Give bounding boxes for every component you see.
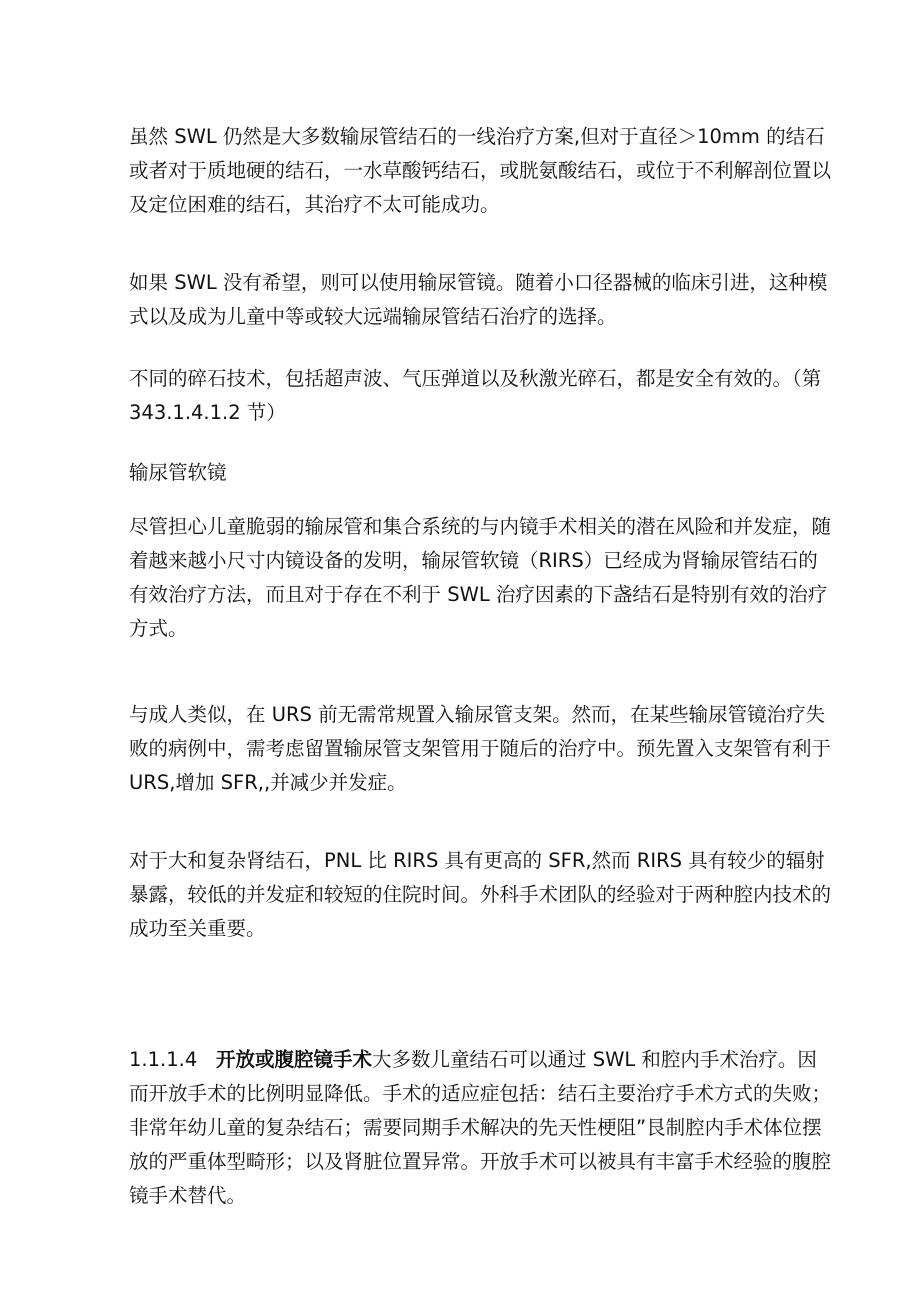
- text-line: 343.1.4.1.2 节）: [129, 401, 286, 424]
- text-line: 及定位困难的结石，其治疗不太可能成功。: [129, 193, 500, 216]
- text-line: 对于大和复杂肾结石，PNL 比 RIRS 具有更高的 SFR,然而 RIRS 具有较少的辐射: [129, 849, 825, 872]
- section-number: 1.1.1.4: [129, 1048, 198, 1071]
- text-line: URS,增加 SFR,,并减少并发症。: [129, 771, 407, 794]
- text-line: 方式。: [129, 617, 188, 640]
- paragraph-swl-first-line: [129, 120, 832, 222]
- text-line: 如果 SWL 没有希望，则可以使用输尿管镜。随着小口径器械的临床引进，这种模: [129, 271, 828, 294]
- section-title: 开放或腹腔镜手术: [216, 1048, 373, 1071]
- text-line: 输尿管软镜: [129, 461, 227, 484]
- paragraph-lithotripsy: [129, 362, 822, 430]
- text-line: 成功至关重要。: [129, 917, 266, 940]
- paragraph-pnl-vs-rirs: [129, 844, 832, 946]
- text-line: 败的病例中，需考虑留置输尿管支架管用于随后的治疗中。预先置入支架管有利于: [129, 737, 832, 760]
- text-line: 不同的碎石技术，包括超声波、气压弹道以及秋激光碎石，都是安全有效的。（第: [129, 367, 822, 390]
- section-open-laparoscopic-surgery: [129, 1043, 832, 1213]
- text-line: 而开放手术的比例明显降低。手术的适应症包括：结石主要治疗手术方式的失败；: [129, 1082, 832, 1105]
- text-line: 与成人类似，在 URS 前无需常规置入输尿管支架。然而，在某些输尿管镜治疗失: [129, 703, 826, 726]
- subheading-flexible-ureteroscope: [129, 456, 801, 490]
- text-line: 镜手术替代。: [129, 1184, 247, 1207]
- text-line: 虽然 SWL 仍然是大多数输尿管结石的一线治疗方案,但对于直径＞10mm 的结石: [129, 125, 825, 148]
- text-line: 暴露，较低的并发症和较短的住院时间。外科手术团队的经验对于两种腔内技术的: [129, 883, 832, 906]
- section-first-line: [129, 1043, 817, 1077]
- text-line: 尽管担心儿童脆弱的输尿管和集合系统的与内镜手术相关的潜在风险和并发症，随: [129, 515, 832, 538]
- text-line: 或者对于质地硬的结石，一水草酸钙结石，或胱氨酸结石，或位于不利解剖位置以: [129, 159, 832, 182]
- paragraph-rirs: [129, 510, 832, 646]
- text-line: 非常年幼儿童的复杂结石；需要同期手术解决的先天性梗阻”艮制腔内手术体位摆: [129, 1116, 822, 1139]
- text-line: 大多数儿童结石可以通过 SWL 和腔内手术治疗。因: [372, 1048, 817, 1071]
- text-line: 着越来越小尺寸内镜设备的发明，输尿管软镜（RIRS）已经成为肾输尿管结石的: [129, 549, 818, 572]
- text-line: 放的严重体型畸形；以及肾脏位置异常。开放手术可以被具有丰富手术经验的腹腔: [129, 1150, 832, 1173]
- text-line: 有效治疗方法，而且对于存在不利于 SWL 治疗因素的下盏结石是特别有效的治疗: [129, 583, 828, 606]
- paragraph-stent: [129, 698, 832, 800]
- paragraph-ureteroscopy: [129, 266, 828, 334]
- text-line: 式以及成为儿童中等或较大远端输尿管结石治疗的选择。: [129, 305, 617, 328]
